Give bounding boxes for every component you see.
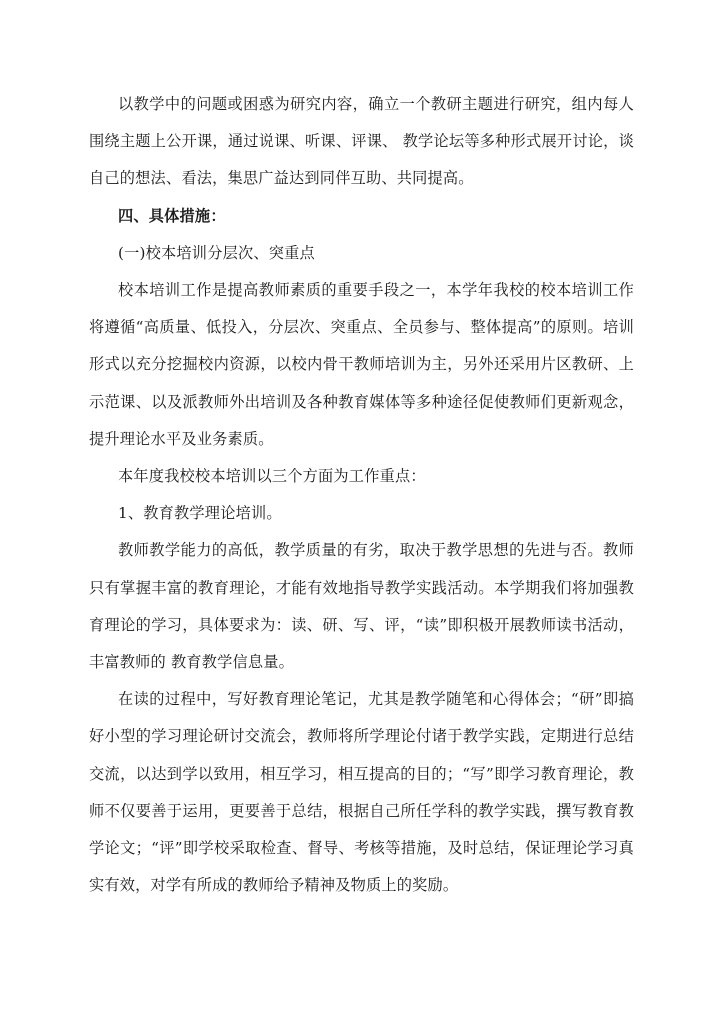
paragraph-intro: 以教学中的问题或困惑为研究内容，确立一个教研主题进行研究，组内每人围绕主题上公开课，通过说课、听课、评课、 教学论坛等多种形式展开讨论，谈自己的想法、看法，集思广益达到同伴互助、共同提高。 — [89, 95, 634, 188]
document-page — [89, 86, 634, 904]
subsection-heading: (一)校本培训分层次、突重点 — [118, 243, 315, 262]
paragraph-focus: 本年度我校校本培训以三个方面为工作重点： — [118, 467, 426, 486]
paragraph-training: 校本培训工作是提高教师素质的重要手段之一，本学年我校的校本培训工作将遵循“高质量、低投入，分层次、突重点、全员参与、整体提高”的原则。培训形式以充分挖掘校内资源，以校内骨干教师培训为主，另外还采用片区教研、上示范课、以及派教师外出培训及各种教育媒体等多种途径促使教师们更新观念，提升理论水平及业务素质。 — [89, 281, 634, 448]
list-item-heading: 1、教育教学理论培训。 — [118, 504, 282, 523]
paragraph-reading: 在读的过程中，写好教育理论笔记，尤其是教学随笔和心得体会；“研”即搞好小型的学习理论研讨交流会，教师将所学理论付诸于教学实践，定期进行总结交流，以达到学以致用，相互学习，相互提高的目的；“写”即学习教育理论，教师不仅要善于运用，更要善于总结，根据自己所任学科的教学实践，撰写教育教学论文；“评”即学校采取检查、督导、考核等措施，及时总结，保证理论学习真实有效，对学有所成的教师给予精神及物质上的奖励。 — [89, 690, 634, 895]
paragraph-ability: 教师教学能力的高低，教学质量的有劣，取决于教学思想的先进与否。教师只有掌握丰富的教育理论，才能有效地指导教学实践活动。本学期我们将加强教育理论的学习，具体要求为：读、研、写、评，“读”即积极开展教师读书活动，丰富教师的 教育教学信息量。 — [89, 541, 634, 672]
section-heading: 四、具体措施： — [118, 206, 226, 225]
